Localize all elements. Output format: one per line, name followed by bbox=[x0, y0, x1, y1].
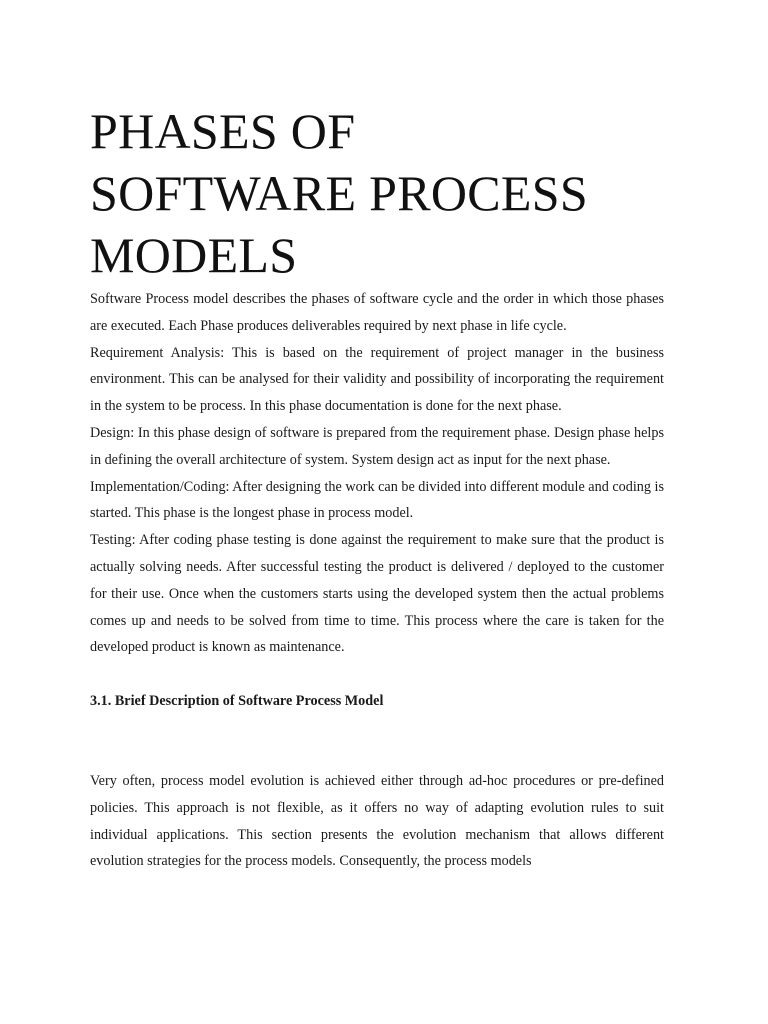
title-line-3: MODELS bbox=[90, 227, 298, 283]
paragraph-implementation: Implementation/Coding: After designing the work can be divided into different module and coding is started. This phase is the longest phase in process model. bbox=[90, 478, 664, 522]
page-title bbox=[90, 100, 664, 286]
paragraph-testing: Testing: After coding phase testing is done against the requirement to make sure that the product is actually solving needs. After successful testing the product is delivered / deployed to the customer for their use. Once when the customers starts using the developed system then the actual problems comes up and needs to be solved from time to time. This process where the care is taken for the developed product is known as maintenance. bbox=[90, 532, 664, 656]
paragraph-design: Design: In this phase design of software is prepared from the requirement phase. Design phase helps in defining the overall architecture of system. System design act as input for the next phase. bbox=[90, 424, 664, 468]
title-line-1: PHASES OF bbox=[90, 103, 356, 159]
paragraph-section-body: Very often, process model evolution is achieved either through ad-hoc procedures or pre-defined policies. This approach is not flexible, as it offers no way of adapting evolution rules to suit individual applications. This section presents the evolution mechanism that allows different evolution strategies for the process models. Consequently, the process models bbox=[90, 772, 664, 870]
title-line-2: SOFTWARE PROCESS bbox=[90, 165, 588, 221]
paragraph-intro: Software Process model describes the phases of software cycle and the order in which those phases are executed. Each Phase produces deliverables required by next phase in life cycle. bbox=[90, 291, 664, 334]
spacer bbox=[90, 715, 664, 768]
section-heading: 3.1. Brief Description of Software Process Model bbox=[90, 693, 384, 710]
document-page bbox=[90, 100, 664, 875]
paragraph-requirement-analysis: Requirement Analysis: This is based on the requirement of project manager in the business environment. This can be analysed for their validity and possibility of incorporating the requirement in the system to be process. In this phase documentation is done for the next phase. bbox=[90, 344, 664, 415]
